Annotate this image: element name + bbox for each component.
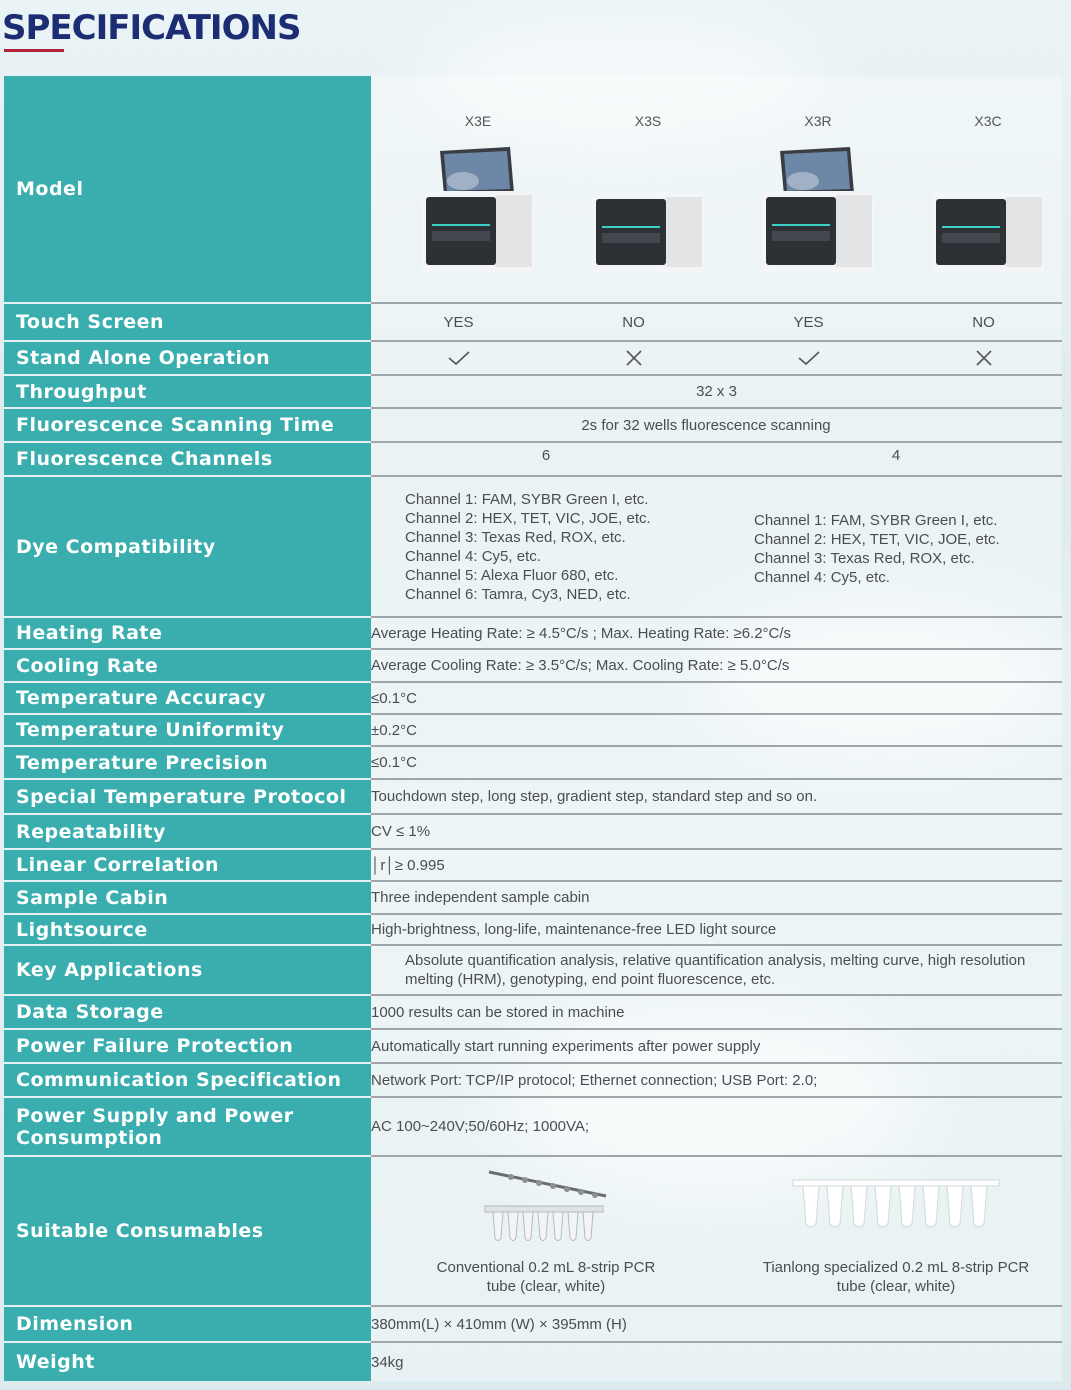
pcr-strip-image bbox=[721, 1166, 1071, 1246]
label-cooling: Cooling Rate bbox=[4, 649, 371, 682]
dye-line: Channel 6: Tamra, Cy3, NED, etc. bbox=[405, 585, 631, 603]
label-temp-precision: Temperature Precision bbox=[4, 746, 371, 779]
row-touch-screen bbox=[4, 303, 1062, 341]
touch-screen-value: NO bbox=[622, 313, 645, 331]
check-icon bbox=[371, 350, 546, 366]
label-temp-uniformity: Temperature Uniformity bbox=[4, 714, 371, 746]
row-consumables bbox=[4, 1156, 1062, 1306]
model-name: X3E bbox=[464, 113, 492, 129]
scan-time-value: 2s for 32 wells fluorescence scanning bbox=[581, 416, 831, 434]
dye-line: Channel 4: Cy5, etc. bbox=[405, 547, 541, 565]
model-column bbox=[393, 105, 563, 273]
row-special-protocol bbox=[4, 779, 1062, 814]
dye-line: Channel 3: Texas Red, ROX, etc. bbox=[754, 549, 975, 567]
label-lightsource: Lightsource bbox=[4, 914, 371, 945]
pcr-strip-image bbox=[371, 1166, 721, 1246]
label-special-protocol: Special Temperature Protocol bbox=[4, 779, 371, 814]
touch-screen-value: NO bbox=[972, 313, 995, 331]
model-column bbox=[903, 105, 1071, 273]
label-dimension: Dimension bbox=[4, 1306, 371, 1342]
dye-line: Channel 4: Cy5, etc. bbox=[754, 568, 890, 586]
model-name: X3R bbox=[804, 113, 832, 129]
cross-icon bbox=[896, 350, 1071, 366]
row-temp-accuracy bbox=[4, 682, 1062, 714]
label-linear: Linear Correlation bbox=[4, 849, 371, 881]
label-power-failure: Power Failure Protection bbox=[4, 1029, 371, 1063]
temp-uniformity-value: ±0.2°C bbox=[371, 714, 1062, 746]
touch-screen-value: YES bbox=[793, 313, 824, 331]
row-linear bbox=[4, 849, 1062, 881]
instrument-image bbox=[563, 143, 733, 273]
label-scan-time: Fluorescence Scanning Time bbox=[4, 408, 371, 442]
label-stand-alone: Stand Alone Operation bbox=[4, 341, 371, 375]
label-sample-cabin: Sample Cabin bbox=[4, 881, 371, 914]
data-storage-value: 1000 results can be stored in machine bbox=[371, 995, 1062, 1029]
row-temp-precision bbox=[4, 746, 1062, 779]
communication-value: Network Port: TCP/IP protocol; Ethernet connection; USB Port: 2.0; bbox=[371, 1063, 1062, 1097]
consumable-column bbox=[371, 1166, 721, 1296]
row-power-supply bbox=[4, 1097, 1062, 1156]
power-supply-value: AC 100~240V;50/60Hz; 1000VA; bbox=[371, 1097, 1062, 1156]
model-name: X3S bbox=[634, 113, 662, 129]
channels-value: 6 bbox=[541, 446, 551, 464]
row-heating bbox=[4, 617, 1062, 649]
lightsource-value: High-brightness, long-life, maintenance-free LED light source bbox=[371, 914, 1062, 945]
throughput-value: 32 x 3 bbox=[371, 375, 1062, 408]
page-title: SPECIFICATIONS bbox=[2, 8, 301, 48]
label-communication: Communication Specification bbox=[4, 1063, 371, 1097]
dye-line: Channel 1: FAM, SYBR Green I, etc. bbox=[754, 511, 998, 529]
row-data-storage bbox=[4, 995, 1062, 1029]
dye-line: Channel 2: HEX, TET, VIC, JOE, etc. bbox=[754, 530, 1000, 548]
weight-value: 34kg bbox=[371, 1342, 1062, 1381]
label-channels: Fluorescence Channels bbox=[4, 442, 371, 476]
label-key-apps: Key Applications bbox=[4, 945, 371, 995]
label-data-storage: Data Storage bbox=[4, 995, 371, 1029]
consumable-caption: Conventional 0.2 mL 8-strip PCR tube (clear, white) bbox=[436, 1259, 656, 1295]
sample-cabin-value: Three independent sample cabin bbox=[371, 881, 1062, 914]
row-dye bbox=[4, 476, 1062, 617]
cooling-value: Average Cooling Rate: ≥ 3.5°C/s; Max. Cooling Rate: ≥ 5.0°C/s bbox=[371, 649, 1062, 682]
label-consumables: Suitable Consumables bbox=[4, 1156, 371, 1306]
label-heating: Heating Rate bbox=[4, 617, 371, 649]
label-power-supply bbox=[4, 1097, 371, 1156]
title-accent-line bbox=[4, 49, 64, 52]
label-power-supply-text: Power Supply and Power Consumption bbox=[16, 1104, 294, 1149]
model-column bbox=[733, 105, 903, 273]
dye-line: Channel 1: FAM, SYBR Green I, etc. bbox=[405, 490, 649, 508]
label-dye: Dye Compatibility bbox=[4, 476, 371, 617]
label-repeatability: Repeatability bbox=[4, 814, 371, 849]
instrument-image-touchscreen bbox=[393, 143, 563, 273]
label-weight: Weight bbox=[4, 1342, 371, 1381]
dye-line: Channel 2: HEX, TET, VIC, JOE, etc. bbox=[405, 509, 651, 527]
label-touch-screen: Touch Screen bbox=[4, 303, 371, 341]
row-cooling bbox=[4, 649, 1062, 682]
temp-accuracy-value: ≤0.1°C bbox=[371, 682, 1062, 714]
row-repeatability bbox=[4, 814, 1062, 849]
row-communication bbox=[4, 1063, 1062, 1097]
key-apps-value: Absolute quantification analysis, relative quantification analysis, melting curve, high resolution melting (HRM), genotyping, end point fluorescence, etc. bbox=[405, 952, 1026, 988]
power-failure-value: Automatically start running experiments after power supply bbox=[371, 1029, 1062, 1063]
label-model: Model bbox=[4, 76, 371, 303]
row-dimension bbox=[4, 1306, 1062, 1342]
row-channels bbox=[4, 442, 1062, 476]
row-model bbox=[4, 76, 1062, 303]
label-temp-accuracy: Temperature Accuracy bbox=[4, 682, 371, 714]
special-protocol-value: Touchdown step, long step, gradient step, standard step and so on. bbox=[371, 779, 1062, 814]
row-throughput bbox=[4, 375, 1062, 408]
check-icon bbox=[721, 350, 896, 366]
row-power-failure bbox=[4, 1029, 1062, 1063]
dye-list-6ch bbox=[371, 490, 754, 604]
instrument-image bbox=[903, 143, 1071, 273]
row-weight bbox=[4, 1342, 1062, 1381]
cross-icon bbox=[546, 350, 721, 366]
consumable-caption: Tianlong specialized 0.2 mL 8-strip PCR tube (clear, white) bbox=[762, 1259, 1030, 1295]
row-lightsource bbox=[4, 914, 1062, 945]
row-stand-alone bbox=[4, 341, 1062, 375]
row-sample-cabin bbox=[4, 881, 1062, 914]
heating-value: Average Heating Rate: ≥ 4.5°C/s ; Max. Heating Rate: ≥6.2°C/s bbox=[371, 617, 1062, 649]
dye-line: Channel 5: Alexa Fluor 680, etc. bbox=[405, 566, 619, 584]
temp-precision-value: ≤0.1°C bbox=[371, 746, 1062, 779]
repeatability-value: CV ≤ 1% bbox=[371, 814, 1062, 849]
model-column bbox=[563, 105, 733, 273]
dye-line: Channel 3: Texas Red, ROX, etc. bbox=[405, 528, 626, 546]
row-scan-time bbox=[4, 408, 1062, 442]
dye-list-4ch bbox=[754, 490, 1000, 604]
touch-screen-value: YES bbox=[443, 313, 474, 331]
row-temp-uniformity bbox=[4, 714, 1062, 746]
specifications-table bbox=[4, 76, 1062, 1381]
consumable-column bbox=[721, 1166, 1071, 1296]
label-throughput: Throughput bbox=[4, 375, 371, 408]
dimension-value: 380mm(L) × 410mm (W) × 395mm (H) bbox=[371, 1306, 1062, 1342]
row-key-apps bbox=[4, 945, 1062, 995]
channels-value: 4 bbox=[891, 446, 901, 464]
linear-value: │r│≥ 0.995 bbox=[371, 849, 1062, 881]
instrument-image-touchscreen bbox=[733, 143, 903, 273]
model-name: X3C bbox=[974, 113, 1002, 129]
